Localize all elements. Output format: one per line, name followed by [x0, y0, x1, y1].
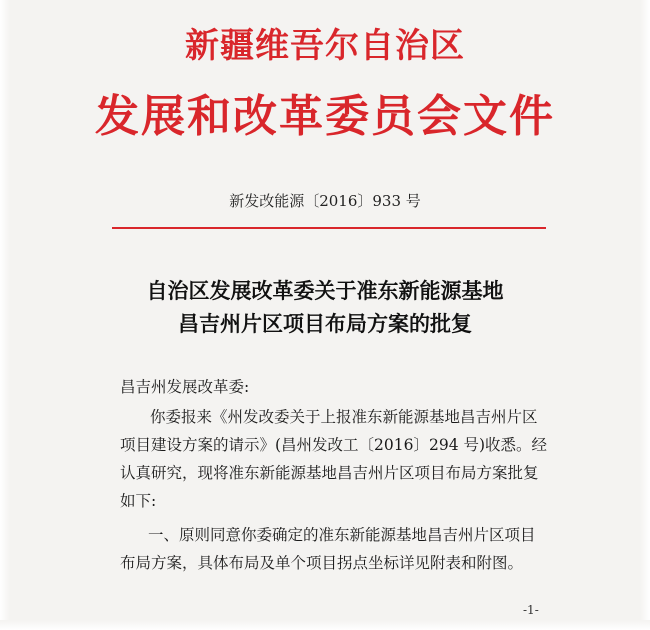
salutation: 昌吉州发展改革委: [120, 378, 250, 396]
body-line: 一、原则同意你委确定的准东新能源基地昌吉州片区项目 [148, 526, 536, 544]
page-edge-bottom [0, 620, 650, 630]
issuer-name: 新疆维吾尔自治区 [185, 26, 465, 66]
document-number: 新发改能源〔2016〕933 号 [229, 192, 421, 210]
document-title-line-2: 昌吉州片区项目布局方案的批复 [178, 312, 472, 336]
page-number: -1- [523, 603, 539, 617]
body-line: 布局方案，具体布局及单个项目拐点坐标详见附表和附图。 [120, 554, 524, 572]
document-type-heading: 发展和改革委员会文件 [95, 91, 555, 142]
body-line: 如下: [120, 492, 157, 510]
body-line: 你委报来《州发改委关于上报准东新能源基地昌吉州片区 [150, 408, 538, 426]
document-title-line-1: 自治区发展改革委关于准东新能源基地 [146, 279, 504, 303]
body-line: 项目建设方案的请示》(昌州发改工〔2016〕294 号)收悉。经 [120, 436, 548, 454]
red-separator-line [112, 227, 546, 229]
body-line: 认真研究，现将准东新能源基地昌吉州片区项目布局方案批复 [120, 464, 539, 482]
